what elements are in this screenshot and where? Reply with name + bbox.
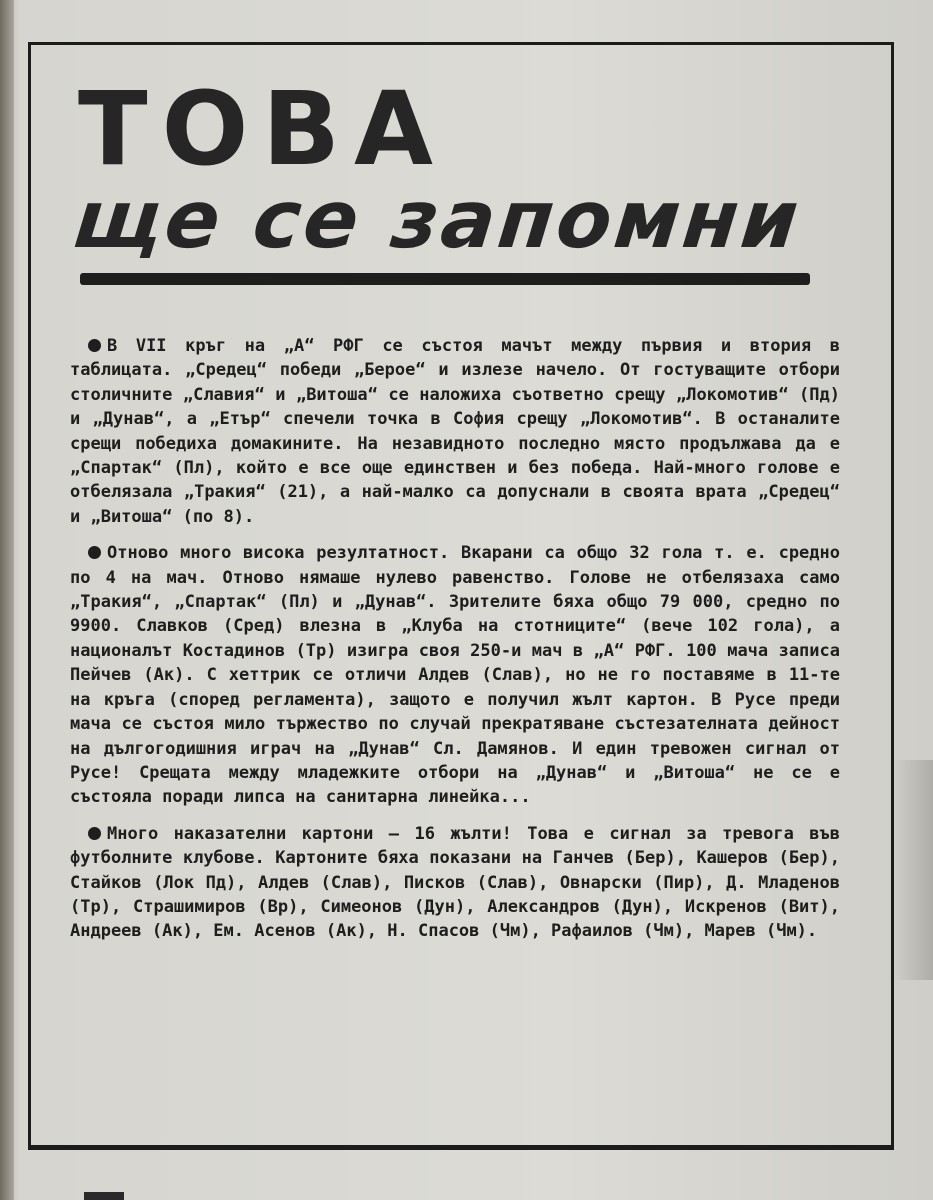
paragraph-1-text: В VII кръг на „А“ РФГ се състоя мачът между първия и втория в таблицата. „Средец“ победи „Берое“ и излезе начело. От гостуващите отбори столичните „Славия“ и „Витоша“ се наложиха съответно срещу „Локомотив“ (Пд) и „Дунав“, а „Етър“ спечели точка в София срещу „Локомотив“. В останалите срещи победиха домакините. На незавидното последно място продължава да е „Спартак“ (Пл), който е все още единствен и без победа. Най-много голове е отбелязала „Тракия“ (21), а най-малко са допуснали в своята врата „Средец“ и „Витоша“ (по 8). <box>70 336 840 527</box>
print-bleed-shadow <box>893 760 933 980</box>
bullet-icon <box>88 827 101 840</box>
headline-underline <box>80 273 810 285</box>
article-body <box>70 334 840 944</box>
bullet-icon <box>88 546 101 559</box>
paragraph-2 <box>70 541 840 809</box>
bullet-icon <box>88 339 101 352</box>
paragraph-3-text: Много наказателни картони — 16 жълти! Това е сигнал за тревога във футболните клубове. Картоните бяха показани на Ганчев (Бер), Кашеров (Бер), Стайков (Лок Пд), Алдев (Слав), Писков (Слав), Овнарски (Пир), Д. Младенов (Тр), Страшимиров (Вр), Симеонов (Дун), Александров (Дун), Искренов (Вит), Андреев (Ак), Ем. Асенов (Ак), Н. Спасов (Чм), Рафаилов (Чм), Марев (Чм). <box>70 823 840 942</box>
headline-main: ТОВА <box>78 70 447 189</box>
headline-sub: ще се запомни <box>69 173 806 266</box>
next-article-fragment <box>84 1192 124 1200</box>
page-binding-edge <box>0 0 14 1200</box>
paragraph-2-text: Отново много висока резултатност. Вкарани са общо 32 гола т. е. средно по 4 на мач. Отново нямаше нулево равенство. Голове не отбелязаха само „Тракия“, „Спартак“ (Пл) и „Дунав“. Зрителите бяха общо 79 000, средно по 9900. Славков (Сред) влезна в „Клуба на стотниците“ (вече 102 гола), а националът Костадинов (Тр) изигра своя 250-и мач в „А“ РФГ. 100 мача записа Пейчев (Ак). С хеттрик се отличи Алдев (Слав), но не го поставяме в 11-те на кръга (според регламента), защото е получил жълт картон. В Русе преди мача се състоя мило тържество по случай прекратяване състезателната дейност на дългогодишния играч на „Дунав“ Сл. Дамянов. И един тревожен сигнал от Русе! Срещата между младежките отбори на „Дунав“ и „Витоша“ не се е състояла поради липса на санитарна линейка... <box>70 543 840 808</box>
paragraph-1 <box>70 334 840 529</box>
paragraph-3 <box>70 822 840 944</box>
